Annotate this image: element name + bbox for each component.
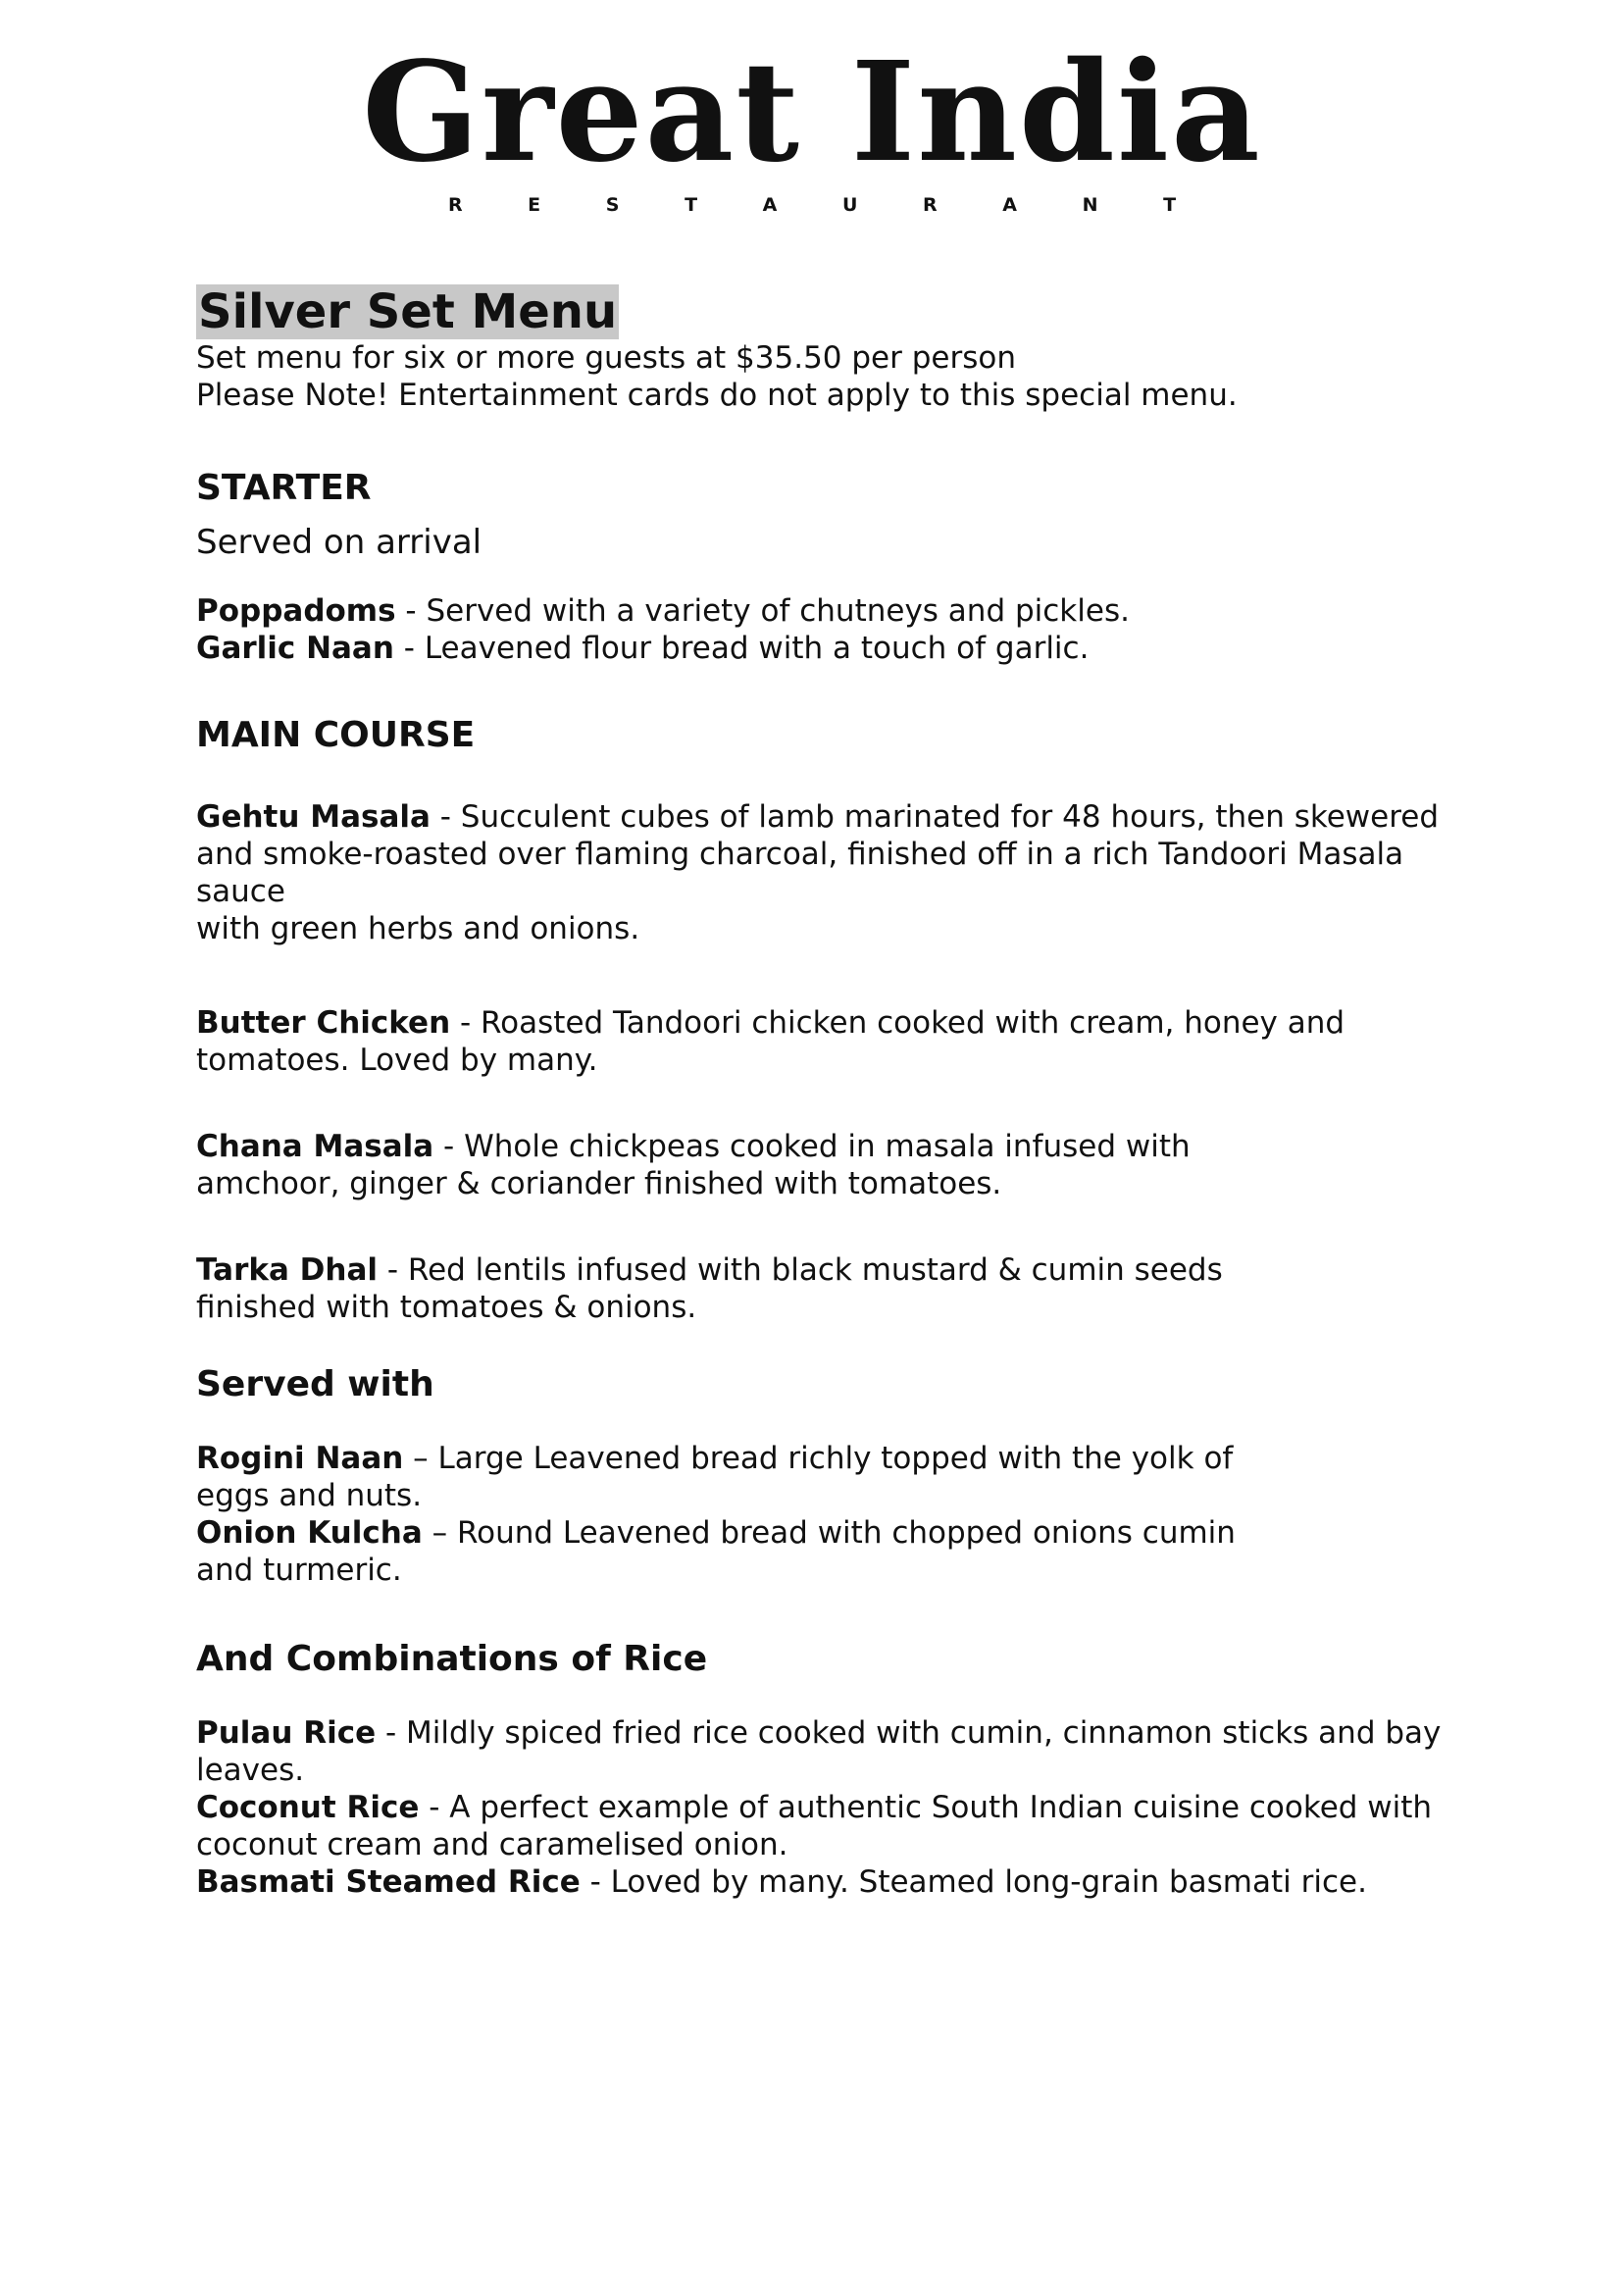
item-description: – Round Leavened bread with chopped onions cumin [422, 1515, 1236, 1551]
item-description: - Whole chickpeas cooked in masala infused with [433, 1129, 1191, 1164]
starter-note: Served on arrival [196, 523, 482, 562]
item-name: Poppadoms [196, 593, 396, 629]
item-description: - Leavened flour bread with a touch of garlic. [393, 631, 1090, 666]
main-course-heading: MAIN COURSE [196, 715, 476, 755]
item-name: Pulau Rice [196, 1715, 377, 1751]
served-with-heading: Served with [196, 1364, 434, 1404]
item-name: Rogini Naan [196, 1441, 404, 1476]
item-description-continued: finished with tomatoes & onions. [196, 1290, 697, 1325]
menu-item-rogini-naan [196, 1440, 1461, 1477]
item-description-continued: eggs and nuts. [196, 1478, 423, 1513]
item-text [196, 798, 1461, 910]
rice-heading: And Combinations of Rice [196, 1639, 708, 1679]
item-description-continued: with green herbs and onions. [196, 911, 640, 946]
item-text [196, 1251, 1461, 1289]
item-description: - A perfect example of authentic South Indian cuisine cooked with coconut cream and caramelised onion. [196, 1790, 1433, 1862]
item-name: Butter Chicken [196, 1005, 451, 1041]
starter-section [196, 467, 1461, 667]
starter-heading: STARTER [196, 468, 372, 508]
item-name: Garlic Naan [196, 631, 394, 666]
item-name: Tarka Dhal [196, 1252, 379, 1288]
menu-content [196, 284, 1461, 1901]
menu-item-pulau-rice [196, 1714, 1461, 1789]
served-with-section [196, 1363, 1461, 1589]
menu-item-chana-masala [196, 1128, 1461, 1202]
rice-section [196, 1638, 1461, 1901]
menu-item-onion-kulcha [196, 1514, 1461, 1552]
item-name: Coconut Rice [196, 1790, 420, 1825]
item-description-continued: and turmeric. [196, 1553, 402, 1588]
item-description: - Roasted Tandoori chicken cooked with cream, honey and tomatoes. Loved by many. [196, 1005, 1345, 1078]
item-description-continued: amchoor, ginger & coriander finished with tomatoes. [196, 1166, 1002, 1201]
menu-item-butter-chicken [196, 1004, 1461, 1079]
main-course-section [196, 714, 1461, 1326]
item-description: – Large Leavened bread richly topped with the yolk of [403, 1441, 1234, 1476]
menu-item-tarka-dhal [196, 1251, 1461, 1326]
item-description: - Mildly spiced fried rice cooked with cumin, cinnamon sticks and bay leaves. [196, 1715, 1442, 1788]
logo-subtitle: R E S T A U R A N T [447, 194, 1206, 216]
item-name: Basmati Steamed Rice [196, 1864, 581, 1900]
menu-item-garlic-naan [196, 630, 1461, 667]
item-description: - Loved by many. Steamed long-grain basmati rice. [580, 1864, 1367, 1900]
item-name: Chana Masala [196, 1129, 434, 1164]
item-name: Gehtu Masala [196, 799, 431, 835]
item-description: - Red lentils infused with black mustard & cumin seeds [378, 1252, 1223, 1288]
logo-wordmark: Great India [362, 32, 1262, 193]
item-name: Onion Kulcha [196, 1515, 423, 1551]
restaurant-logo [0, 32, 1624, 216]
menu-item-coconut-rice [196, 1789, 1461, 1863]
item-description: - Succulent cubes of lamb marinated for 48 hours, then skewered and smoke-roasted over flaming charcoal, finished off in a rich Tandoori Masala sauce [196, 799, 1440, 909]
menu-item-poppadoms [196, 592, 1461, 630]
item-text [196, 1128, 1461, 1165]
menu-note-line: Please Note! Entertainment cards do not apply to this special menu. [196, 378, 1238, 413]
menu-item-basmati-steamed-rice [196, 1863, 1461, 1901]
menu-title: Silver Set Menu [198, 284, 618, 339]
menu-price-line: Set menu for six or more guests at $35.50 per person [196, 340, 1016, 376]
menu-item-gehtu-masala [196, 798, 1461, 947]
item-text [196, 1004, 1461, 1079]
item-description: - Served with a variety of chutneys and pickles. [395, 593, 1130, 629]
